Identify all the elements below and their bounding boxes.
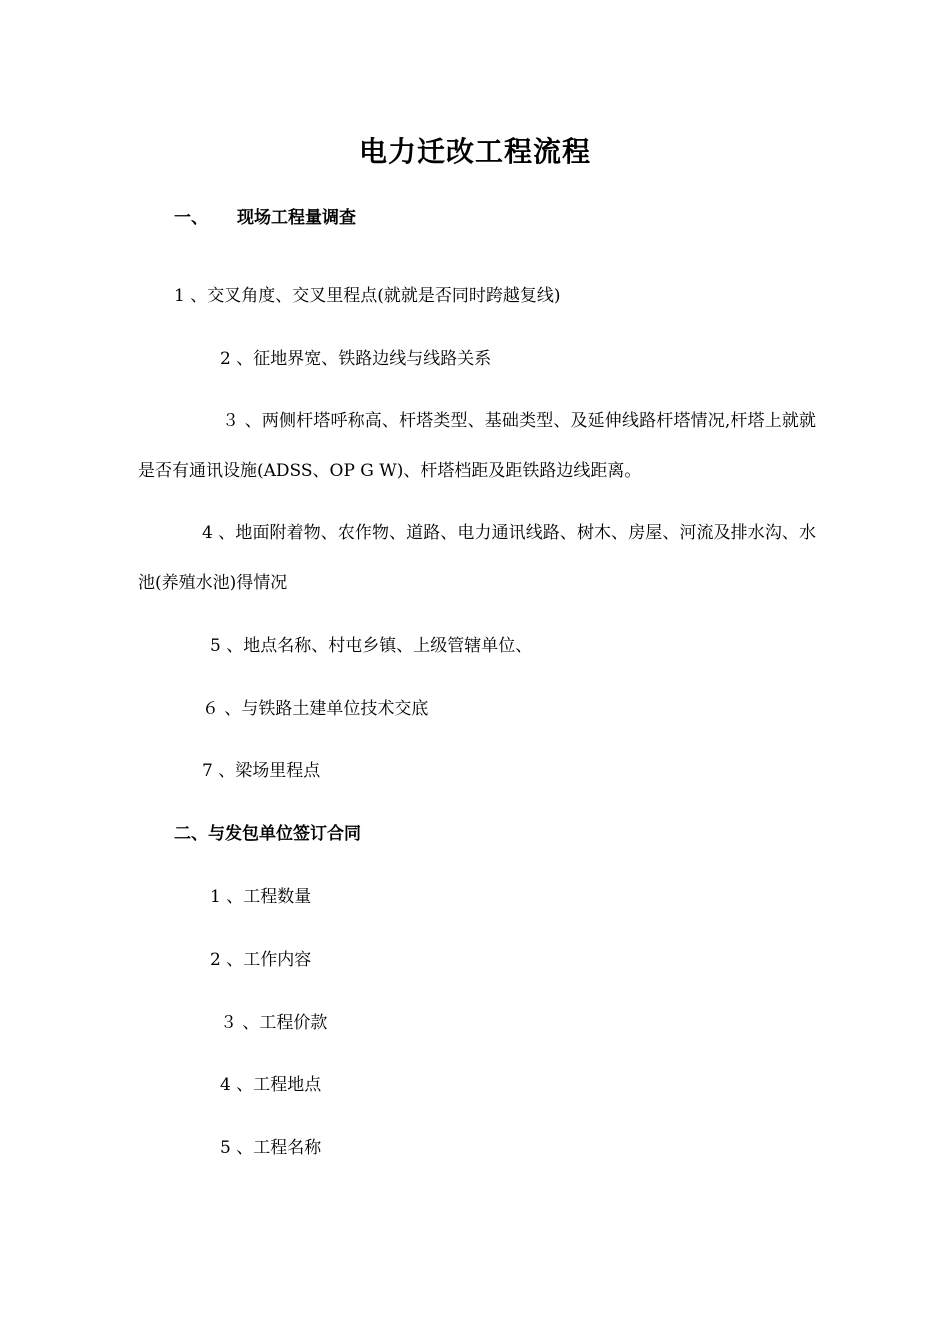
section-2-item-3: ３ 、工程价款	[220, 1013, 328, 1033]
section-1-item-6: ６ 、与铁路土建单位技术交底	[202, 699, 429, 719]
section-1-item-1: 1 、交叉角度、交叉里程点(就就是否同时跨越复线)	[174, 286, 561, 306]
section-1-item-3: ３ 、两侧杆塔呼称高、杆塔类型、基础类型、及延伸线路杆塔情况,杆塔上就就是否有通讯设施(ADSS、OP G W)、杆塔档距及距铁路边线距离。	[138, 411, 816, 481]
section-1-item-2: 2 、征地界宽、铁路边线与线路关系	[220, 349, 492, 369]
section-1-item-4: 4 、地面附着物、农作物、道路、电力通讯线路、树木、房屋、河流及排水沟、水池(养殖水池)得情况	[138, 523, 816, 593]
section-1-heading: 现场工程量调查	[237, 208, 356, 228]
section-1-number: 一、	[174, 208, 208, 228]
section-2-item-2: 2 、工作内容	[210, 950, 312, 970]
section-1-item-5: 5 、地点名称、村屯乡镇、上级管辖单位、	[210, 636, 533, 656]
page-title: 电力迁改工程流程	[358, 135, 591, 168]
section-2-item-5: 5 、工程名称	[220, 1138, 322, 1158]
section-2-item-4: 4 、工程地点	[220, 1075, 322, 1095]
section-2-heading: 二、与发包单位签订合同	[174, 824, 361, 844]
section-1-item-7: 7 、梁场里程点	[202, 761, 321, 781]
section-2-item-1: 1 、工程数量	[210, 887, 312, 907]
